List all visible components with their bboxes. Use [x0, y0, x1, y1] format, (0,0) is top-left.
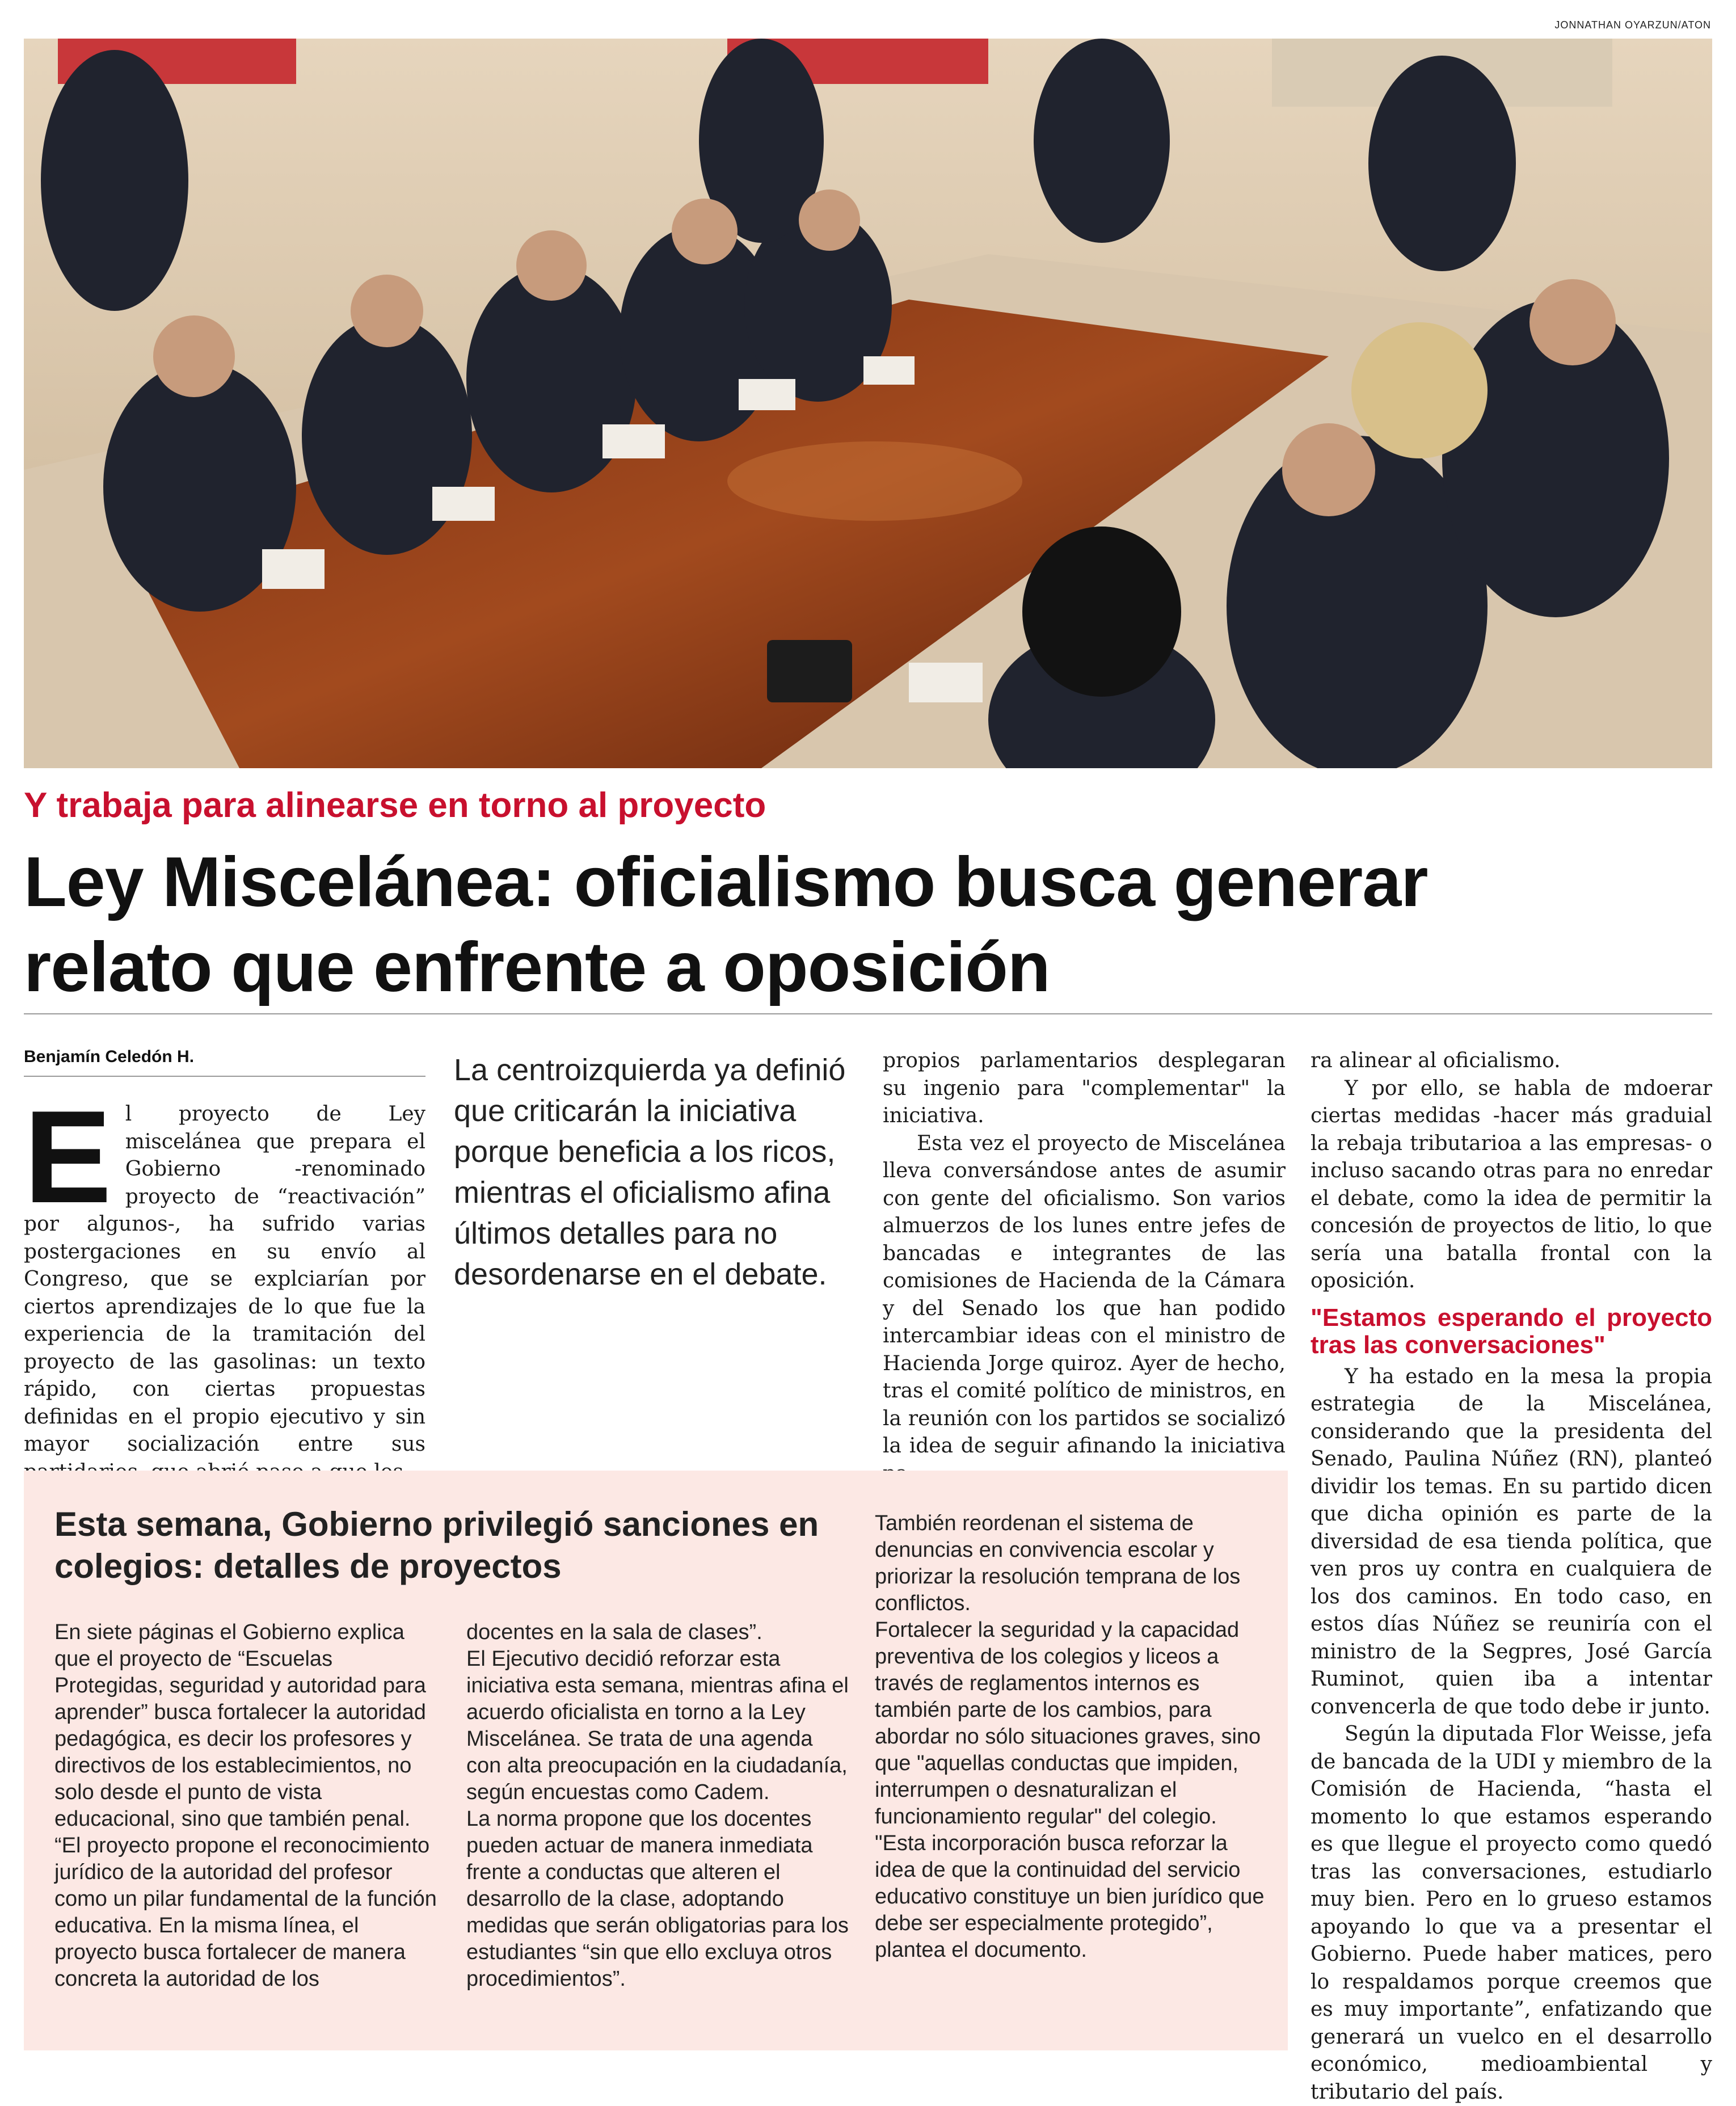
- sidebar-box: [24, 1471, 1288, 2050]
- headline-line-1: Ley Miscelánea: oficialismo busca generar: [24, 843, 1428, 921]
- photo-credit: JONNATHAN OYARZUN/ATON: [1554, 19, 1711, 31]
- article-column-3: [883, 1047, 1286, 1488]
- article-paragraph: Y ha estado en la mesa la propia estrategia de la Miscelánea, considerando que la presidenta del Senado, Paulina Núñez (RN), planteó dividir los temas. En su partido dicen que dicha opinión es parte de la diversidad de esa tienda política, que ven pros uy contra en cualquiera de los dos caminos. En todo caso, en estos días Núñez se reuniría con el ministro de la Segpres, José García Ruminot, quien iba a intentar convencerla de que todo debe ir junto.: [1311, 1364, 1712, 1719]
- sidebar-title: Esta semana, Gobierno privilegió sanciones en colegios: detalles de proyectos: [54, 1505, 819, 1585]
- article-paragraph: Esta vez el proyecto de Miscelánea lleva conversándose antes de asumir con gente del oficialismo. Son varios almuerzos de los lunes entre jefes de bancadas e integrantes de las comisiones de Hacienda de la Cámara y del Senado los que han podido intercambiar ideas con el ministro de Hacienda Jorge quiroz. Ayer de hecho, tras el comité político de ministros, en la reunión con los partidos se socializó la idea de seguir afinando la iniciativa: [883, 1131, 1286, 1458]
- headline: [24, 840, 1712, 1010]
- sidebar-paragraph: El Ejecutivo decidió reforzar esta iniciativa esta semana, mientras afina el acuerdo oficialista en torno a la Ley Miscelánea. Se trata de una agenda con alta preocupación en la ciudadanía, según encuestas como Cadem.: [466, 1647, 849, 1804]
- article-column-1: [24, 1084, 425, 1486]
- sidebar-paragraph: docentes en la sala de clases”.: [466, 1620, 762, 1644]
- article-column-4: [1311, 1047, 1712, 2106]
- article-paragraph: Y por ello, se habla de mdoerar ciertas medidas -hacer más graduial la rebaja tributarioa a las empresas- o incluso sacando otras para no enredar el debate, como la idea de permitir la concesión de proyectos de litio, lo que sería una batalla frontal con la oposición.: [1311, 1076, 1712, 1292]
- sidebar-paragraph: También reordenan el sistema de denuncias en convivencia escolar y priorizar la resolución temprana de los conflictos.: [875, 1511, 1241, 1615]
- article-subhead: "Estamos esperando el proyecto tras las conversaciones": [1311, 1303, 1712, 1359]
- meeting-photo-illustration: [24, 39, 1712, 768]
- sidebar-paragraph: La norma propone que los docentes pueden actuar de manera inmediata frente a conductas que alteren el desarrollo de la clase, adoptando medidas que serán obligatorias para los estudiantes “sin que ello excluya otros procedimientos”.: [466, 1807, 849, 1991]
- sidebar-column-2: [466, 1619, 853, 1993]
- article-paragraph: Según la diputada Flor Weisse, jefa de bancada de la UDI y miembro de la Comisión de Hacienda, “hasta el momento lo que estamos esperando es que llegue el proyecto como quedó tras las conversaciones, estudiarlo muy bien. Pero en lo grueso estamos apoyando lo que va a presentar el Gobierno. Puede haber matices, pero lo respaldamos porque creemos que es muy importante”, enfatizando que generará un vuelco en el desarrollo económico, medioambiental y tributario del país.: [1311, 1722, 1712, 2104]
- article-paragraph: propios parlamentarios desplegaran su ingenio para "complementar" la iniciativa.: [883, 1049, 1286, 1127]
- sidebar-column-3: [875, 1510, 1266, 1964]
- sidebar-paragraph: En siete páginas el Gobierno explica que el proyecto de “Escuelas Protegidas, seguridad y autoridad para aprender” busca fortalecer la autoridad pedagógica, es decir los profesores y directivos de los establecimientos, no solo desde el punto de vista educacional, sino que también penal. “El proyecto propone el reconocimiento jurídico de la autoridad del profesor como un pilar fundamental de la función educativa. En la misma línea, el proyecto busca fortalecer de manera concreta la autoridad de los: [54, 1620, 437, 1991]
- article-paragraph: l proyecto de Ley miscelánea que prepara el Gobierno -renominado proyecto de “reactivación” por algunos-, ha sufrido varias postergaciones en su envío al Congreso, que se explciarían por ciertos aprendizajes de lo que fue la experiencia de la tramitación del proyecto de las gasolinas: un texto rápido, con ciertas propuestas definidas en el propio ejecutivo y sin mayor socialización entre sus: [24, 1102, 425, 1456]
- kicker: Y trabaja para alinearse en torno al proyecto: [24, 786, 766, 825]
- sidebar-column-1: [54, 1619, 441, 1993]
- divider: [24, 1076, 425, 1077]
- byline: Benjamín Celedón H.: [24, 1047, 195, 1066]
- article-paragraph: ra alinear al oficialismo.: [1311, 1049, 1561, 1072]
- pull-quote: La centroizquierda ya definió que criticarán la iniciativa porque beneficia a los ricos, mientras el oficialismo afina últimos detalles para no desordenarse en el debate.: [454, 1053, 846, 1291]
- sidebar-paragraph: Fortalecer la seguridad y la capacidad preventiva de los colegios y liceos a través de reglamentos internos es también parte de los cambios, para abordar no sólo situaciones graves, sino que "aquellas conductas que impiden, interrumpen o desnaturalizan el funcionamiento regular" del colegio. "Esta incorporación busca reforzar la idea de que la continuidad del servicio educativo constituye un bien jurídico que debe ser especialmente protegido”, plantea el documento.: [875, 1618, 1265, 1962]
- dropcap: E: [24, 1084, 112, 1231]
- divider: [24, 1013, 1712, 1014]
- headline-line-2: relato que enfrente a oposición: [24, 928, 1050, 1006]
- news-photo: [24, 39, 1712, 768]
